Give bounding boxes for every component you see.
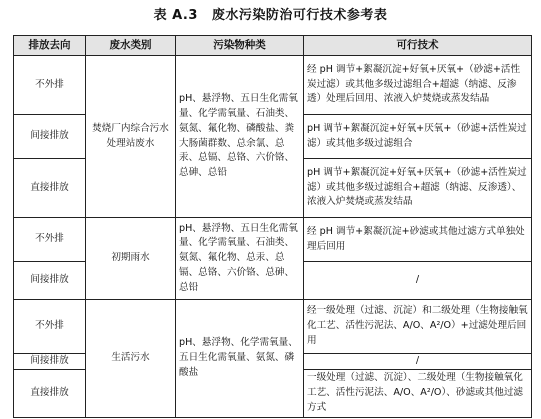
header-pollutant-types: 污染物种类: [176, 36, 304, 56]
feasible-technique: 经 pH 调节+絮凝沉淀+好氧+厌氧+（砂滤+活性炭过滤）或其他多级过滤组合+超滤（纳滤、反渗透）处理后回用、浓液入炉焚烧或蒸发结晶: [304, 56, 532, 115]
feasible-technique: 经一级处理（过滤、沉淀）和二级处理（生物接触氧化工艺、活性污泥法、A/O、A²/O）+过滤处理后回用: [304, 300, 532, 354]
wastewater-technique-table: [13, 35, 532, 418]
table-title: [0, 4, 541, 23]
header-discharge-direction: 排放去向: [14, 36, 86, 56]
feasible-technique: 经 pH 调节+絮凝沉淀+砂滤或其他过滤方式单独处理后回用: [304, 218, 532, 262]
discharge-direction: 不外排: [14, 56, 86, 115]
discharge-direction: 直接排放: [14, 370, 86, 418]
feasible-technique: 一级处理（过滤、沉淀）、二级处理（生物接触氧化工艺、活性污泥法、A/O、A²/O）、砂滤或其他过滤方式: [304, 370, 532, 418]
feasible-technique: pH 调节+絮凝沉淀+好氧+厌氧+（砂滤+活性炭过滤）或其他多级过滤组合: [304, 115, 532, 159]
wastewater-category: 初期雨水: [86, 218, 176, 300]
feasible-technique: pH 调节+絮凝沉淀+好氧+厌氧+（砂滤+活性炭过滤）或其他多级过滤组合+超滤（纳滤、反渗透）、浓液入炉焚烧或蒸发结晶: [304, 159, 532, 218]
pollutant-list: pH、悬浮物、五日生化需氧量、化学需氧量、石油类、氨氮、氟化物、总汞、总镉、总铬、六价铬、总砷、总铅: [176, 218, 304, 300]
pollutant-list: pH、悬浮物、化学需氧量、五日生化需氧量、氨氮、磷酸盐: [176, 300, 304, 418]
header-wastewater-category: 废水类别: [86, 36, 176, 56]
wastewater-category: 生活污水: [86, 300, 176, 418]
discharge-direction: 不外排: [14, 300, 86, 354]
table-number: 表 A.3: [153, 8, 198, 23]
table-caption: 废水污染防治可行技术参考表: [211, 8, 388, 23]
discharge-direction: 间接排放: [14, 115, 86, 159]
discharge-direction: 直接排放: [14, 159, 86, 218]
table-header-row: [14, 36, 532, 56]
discharge-direction: 间接排放: [14, 262, 86, 300]
wastewater-category: 焚烧厂内综合污水处理站废水: [86, 56, 176, 218]
discharge-direction: 不外排: [14, 218, 86, 262]
feasible-technique: /: [304, 262, 532, 300]
table-row: [14, 56, 532, 115]
feasible-technique: /: [304, 354, 532, 370]
header-feasible-technique: 可行技术: [304, 36, 532, 56]
pollutant-list: pH、悬浮物、五日生化需氧量、化学需氧量、石油类、氨氮、氟化物、磷酸盐、粪大肠菌群数、总余氯、总汞、总镉、总铬、六价铬、总砷、总铅: [176, 56, 304, 218]
table-row: [14, 218, 532, 262]
discharge-direction: 间接排放: [14, 354, 86, 370]
table-row: [14, 300, 532, 354]
